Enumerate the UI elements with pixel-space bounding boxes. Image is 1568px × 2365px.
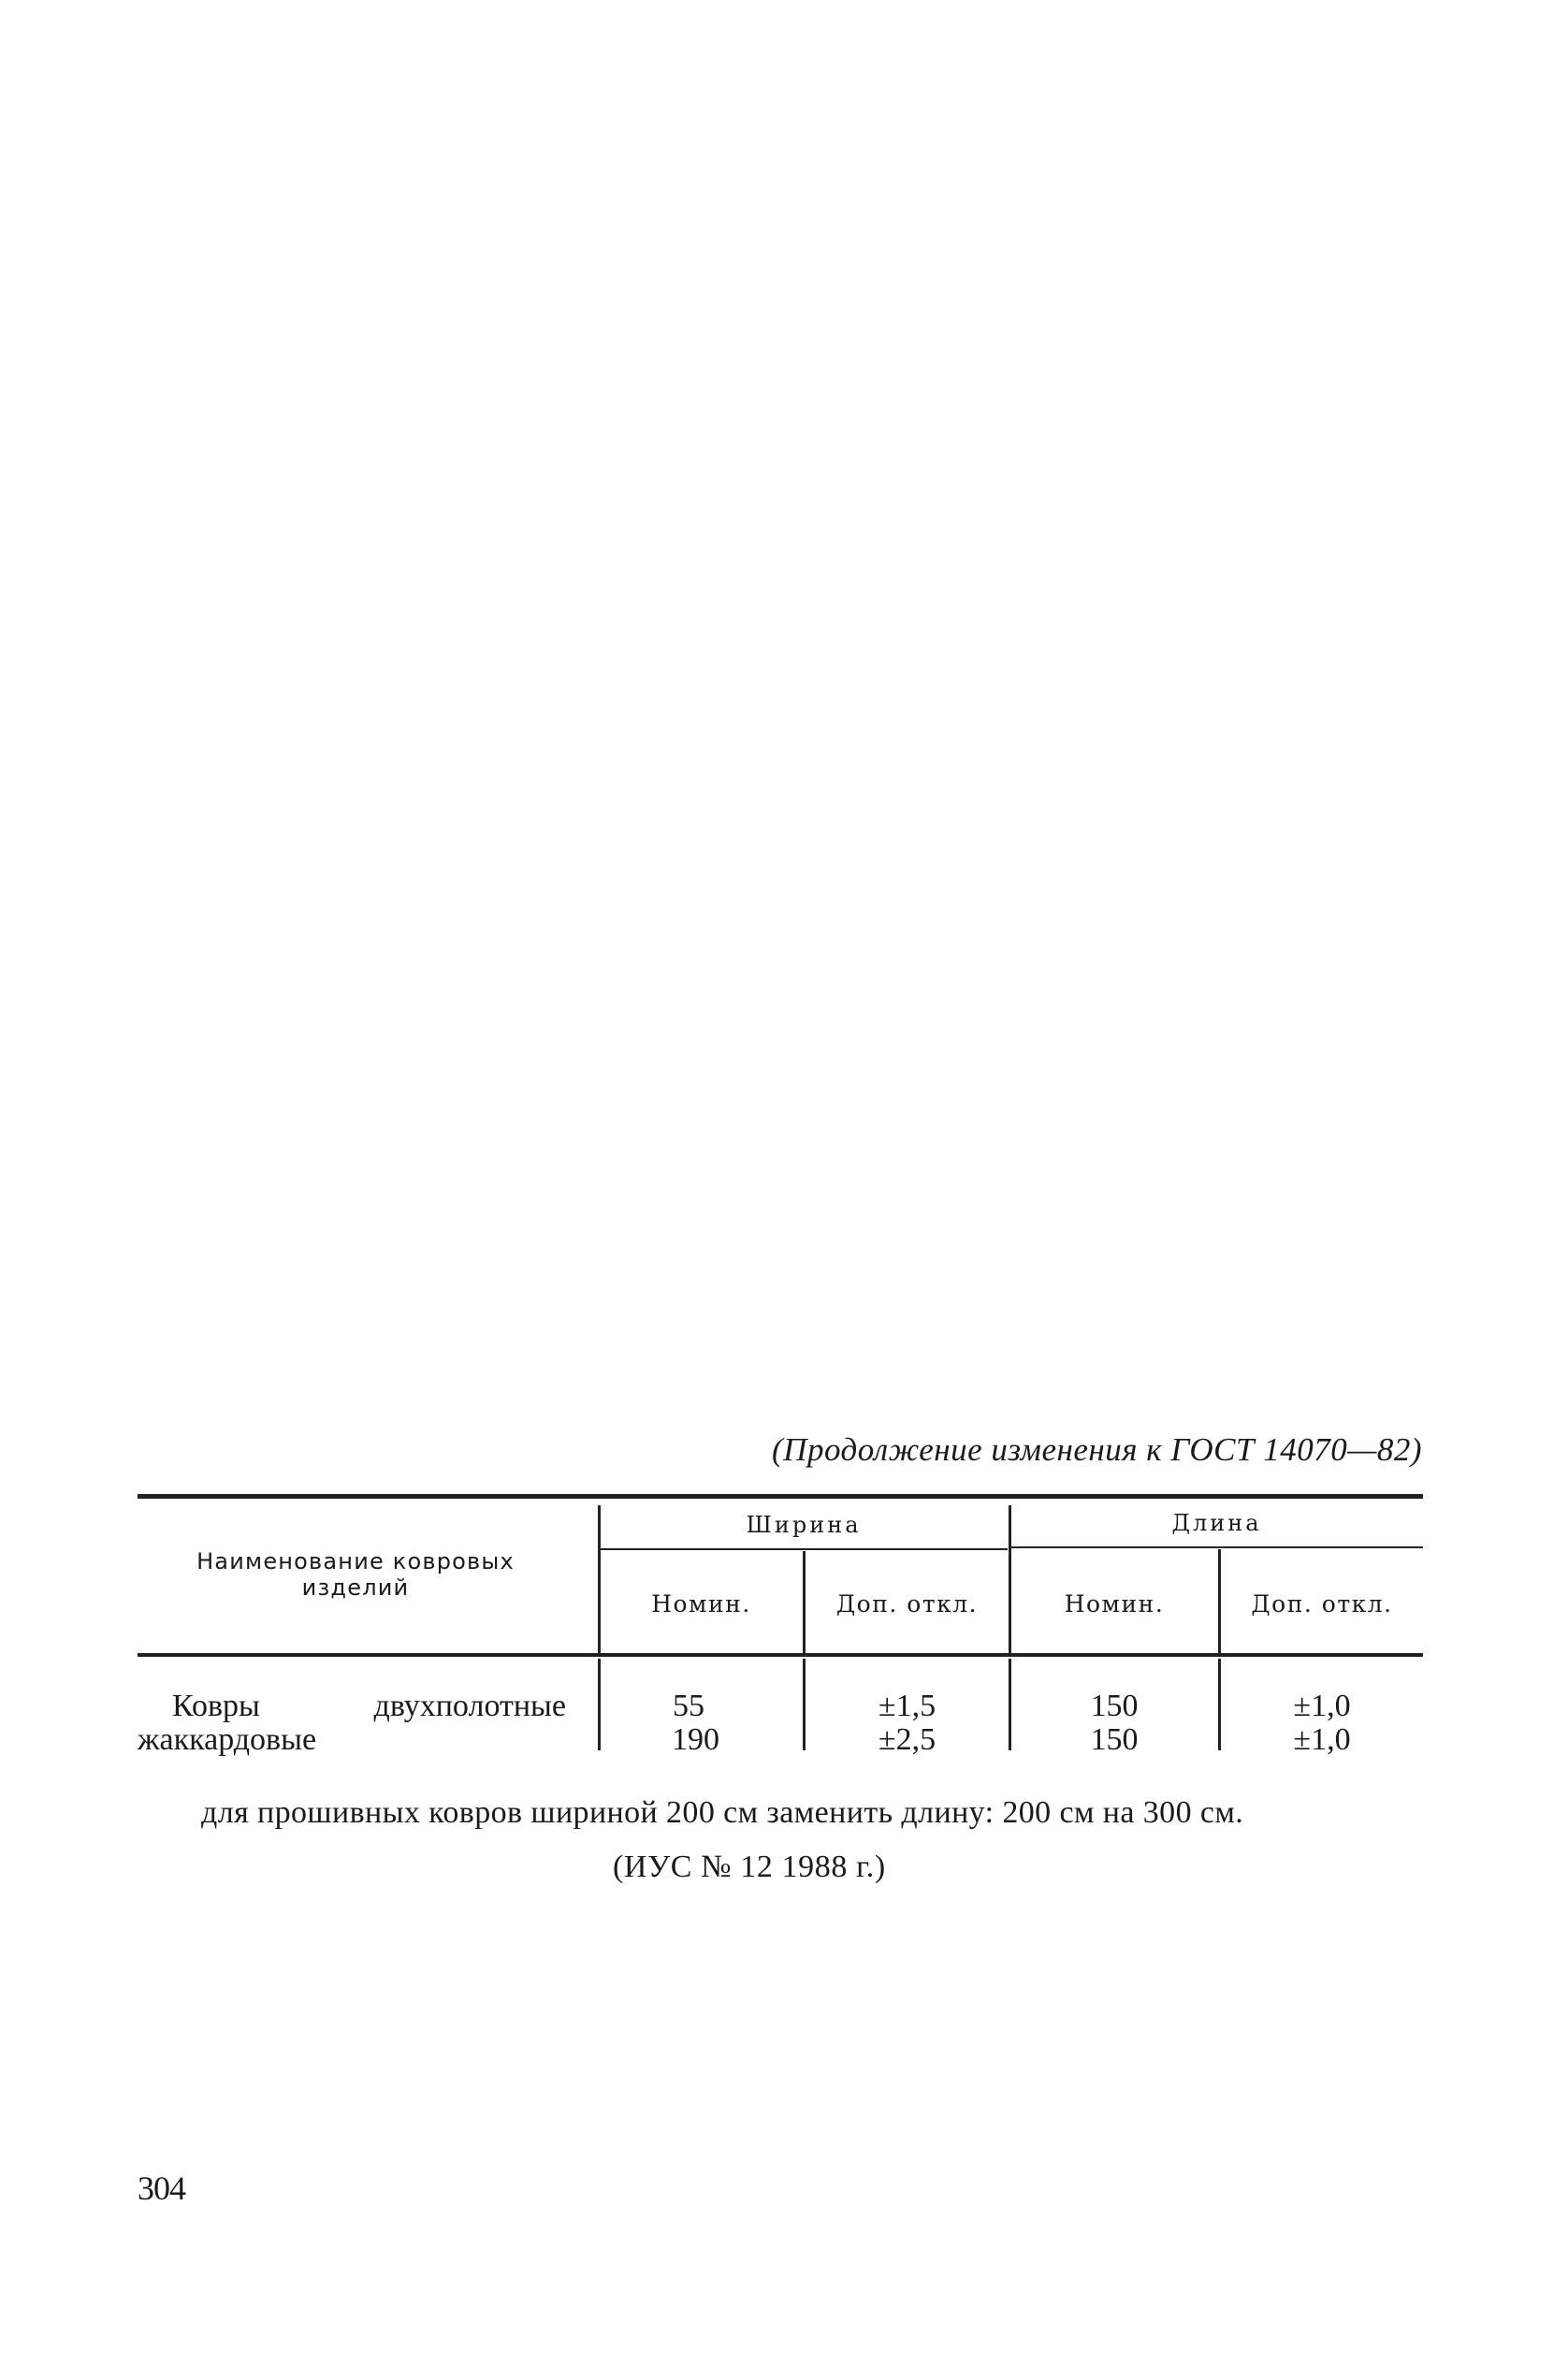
table-top-rule: [138, 1494, 1423, 1499]
replacement-note: для прошивных ковров шириной 200 см заменить длину: 200 см на 300 см.: [201, 1795, 1244, 1830]
column-header-length-nominal: Номин.: [1064, 1590, 1165, 1618]
row-name-line-2: жаккардовые: [138, 1722, 317, 1757]
column-group-length: Длина: [1171, 1510, 1262, 1536]
length-tolerance-2: ±1,0: [1293, 1722, 1351, 1757]
length-nominal-1: 150: [1090, 1689, 1139, 1723]
source-reference: (ИУС № 12 1988 г.): [613, 1850, 886, 1884]
table-header-rule: [138, 1653, 1423, 1657]
column-group-width: Ширина: [746, 1512, 862, 1538]
width-tolerance-1: ±1,5: [878, 1689, 936, 1723]
width-nominal-1: 55: [673, 1689, 704, 1723]
column-header-width-tolerance: Доп. откл.: [835, 1590, 979, 1618]
length-group-underline: [1010, 1546, 1423, 1548]
width-nominal-2: 190: [672, 1722, 719, 1757]
continuation-header: (Продолжение изменения к ГОСТ 14070—82): [772, 1431, 1422, 1468]
column-header-length-tolerance: Доп. откл.: [1251, 1590, 1393, 1618]
width-tolerance-2: ±2,5: [878, 1722, 936, 1757]
column-header-width-nominal: Номин.: [651, 1590, 751, 1618]
column-header-name: Наименование ковровых изделий: [196, 1548, 515, 1601]
row-name-word-1: Ковры: [172, 1689, 260, 1723]
length-nominal-2: 150: [1090, 1722, 1139, 1757]
length-tolerance-1: ±1,0: [1293, 1689, 1351, 1723]
width-group-underline: [600, 1548, 1008, 1550]
row-name-word-2: двухполотные: [373, 1689, 566, 1723]
page-number: 304: [138, 2169, 185, 2207]
